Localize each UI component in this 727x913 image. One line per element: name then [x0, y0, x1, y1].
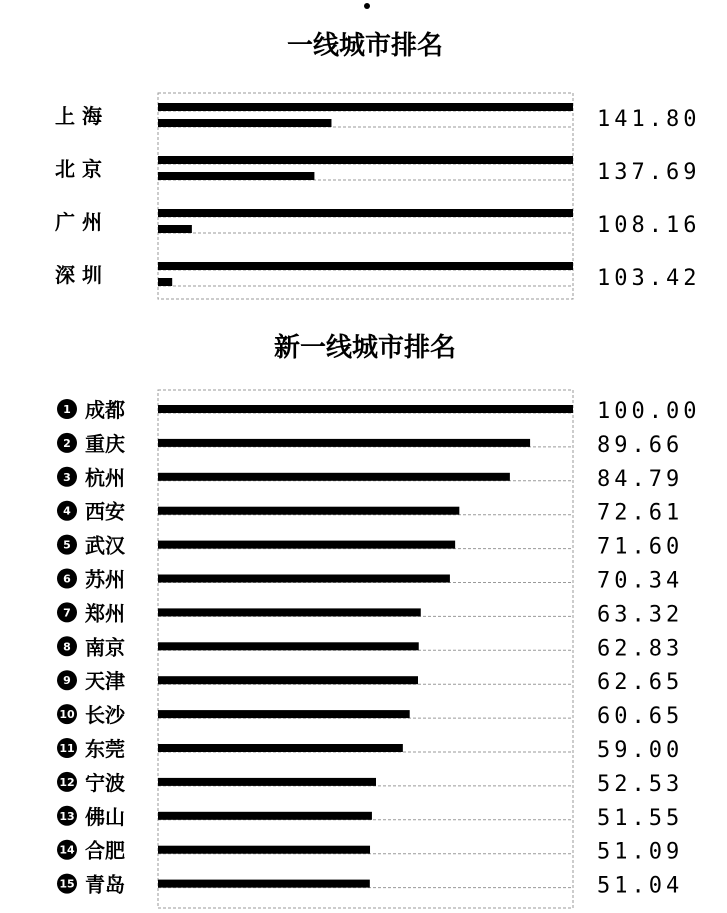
rank-number: 4 [63, 504, 71, 518]
new-tier1-city-label: 合肥 [85, 838, 125, 863]
new-tier1-bar [158, 541, 455, 549]
tier1-gridlines [158, 111, 573, 286]
new-tier1-city-label: 武汉 [85, 533, 125, 558]
new-tier1-chart [57, 333, 700, 908]
tier1-value-labels [597, 107, 700, 291]
tier1-city-label: 深 圳 [55, 263, 102, 287]
new-tier1-value-label: 51.04 [597, 873, 684, 899]
new-tier1-city-label: 天津 [85, 669, 125, 694]
new-tier1-city-label: 佛山 [85, 804, 125, 829]
new-tier1-city-label: 青岛 [85, 872, 125, 897]
new-tier1-city-label: 西安 [85, 499, 125, 524]
new-tier1-city-label: 重庆 [85, 431, 125, 456]
new-tier1-bar [158, 439, 530, 447]
new-tier1-value-label: 51.55 [597, 805, 684, 831]
new-tier1-city-label: 成都 [85, 398, 125, 422]
rank-number: 13 [59, 809, 75, 823]
tier1-value-label: 141.80 [597, 107, 701, 132]
tier1-overflow-bar [158, 119, 331, 127]
rank-number: 14 [59, 843, 75, 857]
new-tier1-category-labels [84, 398, 126, 897]
new-tier1-value-label: 62.83 [597, 636, 684, 662]
tier1-value-label: 108.16 [597, 213, 701, 238]
new-tier1-bar [158, 812, 372, 820]
new-tier1-city-label: 长沙 [85, 703, 125, 728]
tier1-bar [158, 209, 573, 217]
tier1-bar [158, 262, 573, 270]
tier1-city-label: 上 海 [55, 104, 102, 128]
new-tier1-value-label: 60.65 [597, 704, 684, 730]
tier1-category-labels [55, 104, 103, 287]
new-tier1-bar [158, 642, 419, 650]
rank-number: 6 [63, 572, 71, 586]
tier1-overflow-bar [158, 278, 172, 286]
new-tier1-city-label: 东莞 [85, 737, 125, 761]
new-tier1-bar [158, 710, 410, 718]
new-tier1-city-label: 郑州 [85, 601, 125, 626]
new-tier1-value-label: 70.34 [597, 568, 684, 594]
tier1-overflow-bar [158, 172, 314, 180]
new-tier1-city-label: 宁波 [85, 770, 125, 795]
rank-number: 5 [63, 538, 71, 552]
new-tier1-city-label: 苏州 [85, 567, 125, 592]
new-tier1-bar [158, 405, 573, 413]
rank-number: 15 [59, 877, 75, 891]
rank-number: 2 [63, 436, 71, 450]
new-tier1-chart-title: 新一线城市排名 [273, 333, 457, 363]
rank-number: 10 [59, 708, 75, 722]
new-tier1-value-label: 59.00 [597, 738, 684, 763]
new-tier1-value-label: 51.09 [597, 839, 684, 865]
new-tier1-bar [158, 778, 376, 786]
top-dot [364, 3, 370, 9]
tier1-chart [55, 31, 700, 299]
new-tier1-rank-badges [57, 399, 77, 894]
new-tier1-bar [158, 507, 459, 515]
tier1-bar [158, 103, 573, 111]
tier1-bar [158, 156, 573, 164]
new-tier1-value-label: 100.00 [597, 399, 701, 424]
rank-number: 7 [63, 606, 71, 620]
rank-number: 9 [63, 674, 71, 688]
new-tier1-bar [158, 676, 418, 684]
new-tier1-bars [158, 405, 573, 888]
tier1-city-label: 北 京 [55, 157, 102, 181]
new-tier1-bar [158, 608, 421, 616]
new-tier1-value-label: 62.65 [597, 670, 684, 696]
new-tier1-city-label: 杭州 [85, 465, 125, 490]
rank-number: 8 [63, 640, 71, 654]
rank-number: 12 [59, 775, 75, 789]
new-tier1-value-label: 52.53 [597, 771, 684, 797]
rank-number: 1 [63, 403, 71, 416]
new-tier1-value-label: 71.60 [597, 534, 684, 560]
new-tier1-value-label: 72.61 [597, 500, 684, 526]
new-tier1-bar [158, 473, 510, 481]
new-tier1-bar [158, 744, 403, 752]
new-tier1-value-labels [597, 399, 700, 899]
new-tier1-value-label: 89.66 [597, 432, 684, 458]
tier1-value-label: 137.69 [597, 160, 701, 185]
new-tier1-value-label: 84.79 [597, 466, 684, 492]
tier1-chart-title: 一线城市排名 [286, 31, 444, 61]
rank-number: 3 [63, 470, 71, 484]
rank-number: 11 [59, 742, 75, 755]
new-tier1-bar [158, 575, 450, 583]
tier1-value-label: 103.42 [597, 266, 701, 291]
new-tier1-city-label: 南京 [85, 635, 125, 660]
tier1-bars [158, 103, 573, 286]
new-tier1-bar [158, 846, 370, 854]
tier1-city-label: 广 州 [55, 210, 102, 234]
new-tier1-bar [158, 880, 370, 888]
tier1-overflow-bar [158, 225, 192, 233]
new-tier1-value-label: 63.32 [597, 602, 684, 628]
